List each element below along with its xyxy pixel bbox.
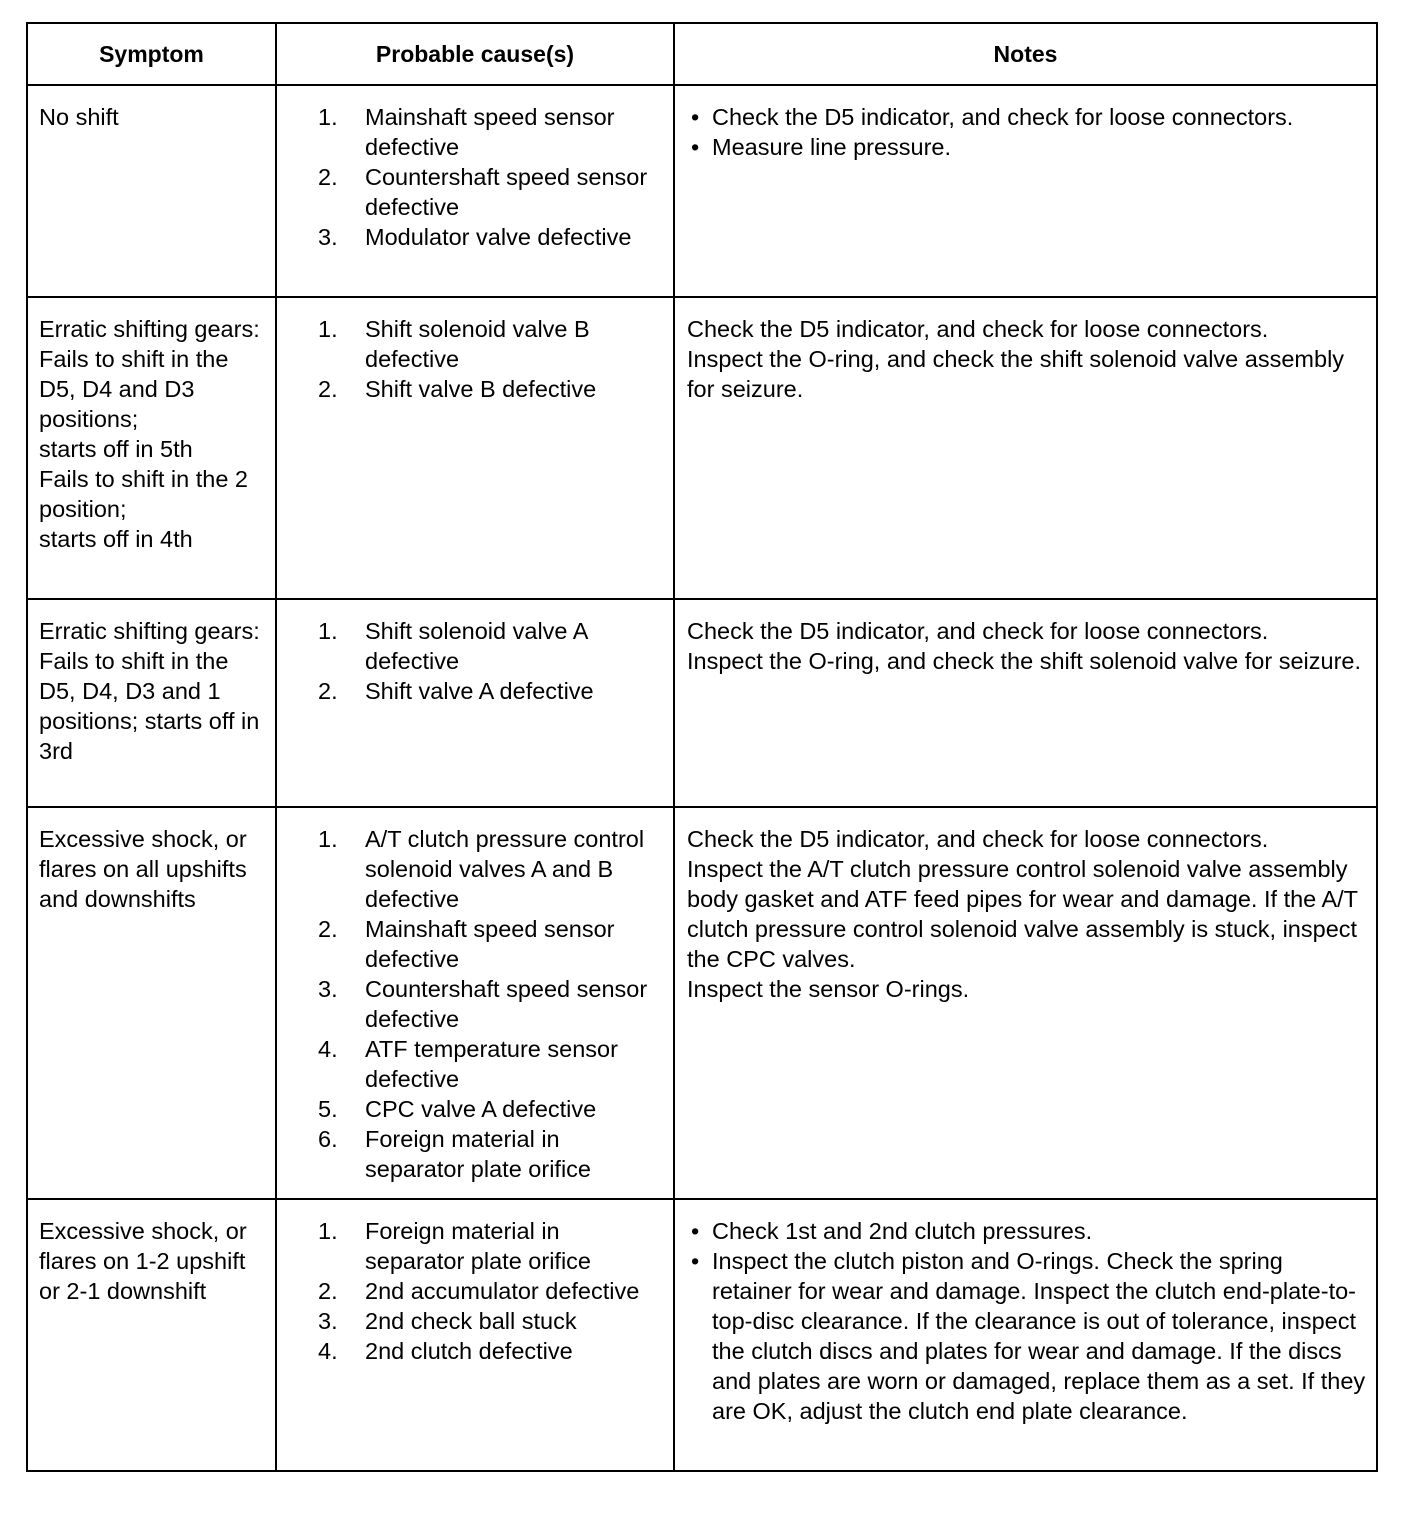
cause-number: 1. [318, 104, 338, 130]
bullet-icon: • [691, 104, 700, 130]
table-row [27, 1199, 1377, 1471]
symptom-cell: No shift [27, 85, 276, 297]
note-text: Check the D5 indicator, and check for loose connectors. [687, 826, 1269, 852]
probable-causes-cell [276, 807, 674, 1199]
header-row [27, 23, 1377, 85]
cause-item [318, 1124, 663, 1184]
cause-text: CPC valve A defective [365, 1096, 597, 1122]
note-item [687, 1216, 1366, 1246]
cause-number: 5. [318, 1096, 338, 1122]
cause-text: 2nd check ball stuck [365, 1308, 577, 1334]
cause-item [318, 1306, 663, 1336]
cause-text: Countershaft speed sensor defective [365, 976, 648, 1032]
table-row [27, 85, 1377, 297]
cause-item [318, 676, 663, 706]
header-symptom: Symptom [27, 23, 276, 85]
cause-text: A/T clutch pressure control solenoid valves A and B defective [365, 826, 645, 912]
cause-number: 1. [318, 1218, 338, 1244]
notes-cell [674, 297, 1377, 599]
symptom-cell: Erratic shifting gears: Fails to shift in the D5, D4 and D3 positions; starts off in 5th Fails to shift in the 2 position; starts off in 4th [27, 297, 276, 599]
notes-cell [674, 85, 1377, 297]
cause-text: Mainshaft speed sensor defective [365, 104, 615, 160]
table-row [27, 297, 1377, 599]
cause-text: Shift valve B defective [365, 376, 597, 402]
cause-number: 2. [318, 678, 338, 704]
cause-text: Shift solenoid valve A defective [365, 618, 588, 674]
cause-item [318, 974, 663, 1034]
note-text: Check 1st and 2nd clutch pressures. [712, 1218, 1093, 1244]
cause-number: 3. [318, 224, 338, 250]
header-notes: Notes [674, 23, 1377, 85]
cause-text: Modulator valve defective [365, 224, 632, 250]
cause-item [318, 374, 663, 404]
symptom-cell: Excessive shock, or flares on all upshifts and downshifts [27, 807, 276, 1199]
note-text: Check the D5 indicator, and check for loose connectors. [687, 316, 1269, 342]
cause-text: 2nd clutch defective [365, 1338, 573, 1364]
note-text: Check the D5 indicator, and check for loose connectors. [687, 618, 1269, 644]
cause-item [318, 914, 663, 974]
probable-causes-cell [276, 85, 674, 297]
cause-text: Shift solenoid valve B defective [365, 316, 590, 372]
cause-text: ATF temperature sensor defective [365, 1036, 618, 1092]
note-text: Inspect the O-ring, and check the shift solenoid valve for seizure. [687, 648, 1362, 674]
cause-number: 1. [318, 826, 338, 852]
cause-number: 1. [318, 316, 338, 342]
cause-text: Mainshaft speed sensor defective [365, 916, 615, 972]
cause-number: 3. [318, 976, 338, 1002]
note-text: Check the D5 indicator, and check for loose connectors. [712, 104, 1294, 130]
cause-item [318, 1216, 663, 1276]
cause-item [318, 824, 663, 914]
table-row [27, 807, 1377, 1199]
cause-item [318, 162, 663, 222]
cause-text: Foreign material in separator plate orifice [365, 1126, 591, 1182]
cause-number: 6. [318, 1126, 338, 1152]
cause-number: 4. [318, 1338, 338, 1364]
cause-item [318, 102, 663, 162]
cause-number: 2. [318, 916, 338, 942]
note-text: Inspect the sensor O-rings. [687, 976, 970, 1002]
cause-number: 2. [318, 376, 338, 402]
notes-cell [674, 1199, 1377, 1471]
cause-text: Countershaft speed sensor defective [365, 164, 648, 220]
causes-list [318, 616, 663, 706]
notes-list [687, 102, 1366, 162]
causes-list [318, 1216, 663, 1366]
cause-number: 3. [318, 1308, 338, 1334]
note-text: Inspect the clutch piston and O-rings. Check the spring retainer for wear and damage. Inspect the clutch end-plate-to-top-disc clearance. If the clearance is out of tolerance, inspect the clutch discs and plates for wear and damage. If the discs and plates are worn or damaged, replace them as a set. If they are OK, adjust the clutch end plate clearance. [712, 1248, 1366, 1424]
symptom-cell: Erratic shifting gears: Fails to shift in the D5, D4, D3 and 1 positions; starts off in 3rd [27, 599, 276, 807]
cause-item [318, 616, 663, 676]
causes-list [318, 102, 663, 252]
note-text: Inspect the A/T clutch pressure control solenoid valve assembly body gasket and ATF feed pipes for wear and damage. If the A/T clutch pressure control solenoid valve assembly is stuck, inspect the CPC valves. [687, 856, 1358, 972]
cause-number: 2. [318, 164, 338, 190]
cause-item [318, 1034, 663, 1094]
notes-cell [674, 599, 1377, 807]
cause-item [318, 1336, 663, 1366]
cause-text: 2nd accumulator defective [365, 1278, 640, 1304]
cause-text: Foreign material in separator plate orifice [365, 1218, 591, 1274]
cause-item [318, 1276, 663, 1306]
notes-list [687, 1216, 1366, 1426]
cause-number: 1. [318, 618, 338, 644]
probable-causes-cell [276, 599, 674, 807]
bullet-icon: • [691, 134, 700, 160]
causes-list [318, 824, 663, 1184]
troubleshooting-table [26, 22, 1378, 1472]
probable-causes-cell [276, 297, 674, 599]
cause-text: Shift valve A defective [365, 678, 594, 704]
cause-item [318, 314, 663, 374]
bullet-icon: • [691, 1218, 700, 1244]
header-probable-causes: Probable cause(s) [276, 23, 674, 85]
note-text: Inspect the O-ring, and check the shift solenoid valve assembly for seizure. [687, 346, 1345, 402]
cause-number: 2. [318, 1278, 338, 1304]
cause-number: 4. [318, 1036, 338, 1062]
cause-item [318, 1094, 663, 1124]
symptom-cell: Excessive shock, or flares on 1-2 upshift or 2-1 downshift [27, 1199, 276, 1471]
note-item [687, 132, 1366, 162]
cause-item [318, 222, 663, 252]
note-item [687, 102, 1366, 132]
notes-cell [674, 807, 1377, 1199]
table-row [27, 599, 1377, 807]
causes-list [318, 314, 663, 404]
note-text: Measure line pressure. [712, 134, 952, 160]
bullet-icon: • [691, 1248, 700, 1274]
probable-causes-cell [276, 1199, 674, 1471]
note-item [687, 1246, 1366, 1426]
